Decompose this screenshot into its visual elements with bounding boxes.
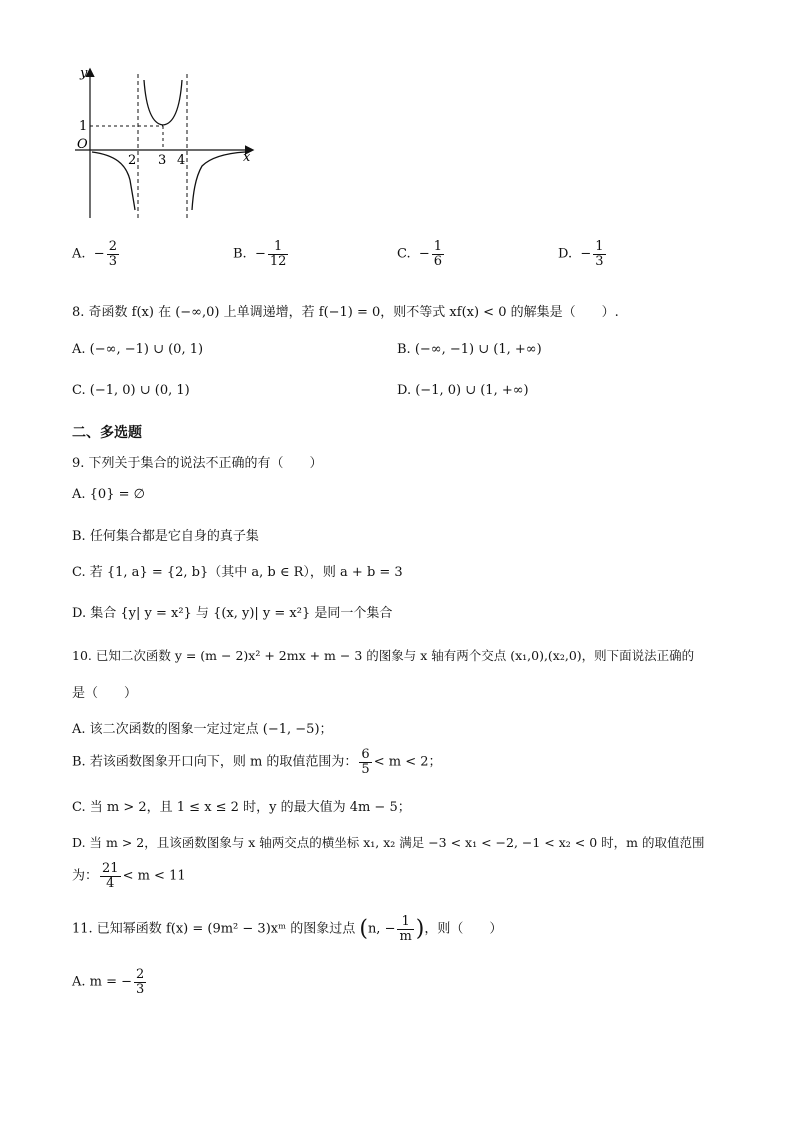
fraction: $\frac{6}{5}$ [361,747,370,777]
q10-option-a[interactable]: A. 该二次函数的图象一定过定点 (−1, −5)； [72,722,333,737]
x-axis-label: x [243,150,251,165]
q8-option-d[interactable]: D. (−1, 0) ∪ (1, +∞) [397,383,529,398]
q7-option-a[interactable]: A. − $\frac{2}{3}$ [72,239,117,269]
q9-option-a[interactable]: A. {0} = ∅ [72,487,145,502]
q7-option-b[interactable]: B. − $\frac{1}{12}$ [233,239,287,269]
q9-stem: 9. 下列关于集合的说法不正确的有（ ） [72,456,323,471]
tick-label-x4: 4 [177,153,186,168]
fraction: $\frac{1}{6}$ [433,239,443,269]
q9-option-d[interactable]: D. 集合 {y| y = x²} 与 {(x, y)| y = x²} 是同一个集合 [72,606,393,621]
q10-option-c[interactable]: C. 当 m > 2，且 1 ≤ x ≤ 2 时，y 的最大值为 4m − 5； [72,800,411,815]
tick-label-y1: 1 [79,119,88,134]
function-graph [60,60,260,225]
q8-option-c[interactable]: C. (−1, 0) ∪ (0, 1) [72,383,190,398]
tick-label-x2: 2 [128,153,137,168]
q7-option-c[interactable]: C. − $\frac{1}{6}$ [397,239,443,269]
q10-stem-line1: 10. 已知二次函数 y = (m − 2)x² + 2mx + m − 3 的图象与 x 轴有两个交点 (x₁,0),(x₂,0)，则下面说法正确的 [72,648,695,663]
fraction: $\frac{1}{m}$ [399,914,412,944]
q9-option-b[interactable]: B. 任何集合都是它自身的真子集 [72,529,259,544]
q11-option-a[interactable]: A. m = − $\frac{2}{3}$ [72,967,145,997]
fraction: $\frac{2}{3}$ [136,967,145,997]
section-heading: 二、多选题 [72,425,142,441]
q8-option-a[interactable]: A. (−∞, −1) ∪ (0, 1) [72,342,204,357]
q8-stem: 8. 奇函数 f(x) 在 (−∞,0) 上单调递增，若 f(−1) = 0，则不等式 xf(x) < 0 的解集是（ ）. [72,305,619,320]
y-axis-label: y [80,66,88,81]
fraction: $\frac{1}{3}$ [595,239,604,269]
q10-option-d-line1[interactable]: D. 当 m > 2，且该函数图象与 x 轴两交点的横坐标 x₁, x₂ 满足 −3 < x₁ < −2, −1 < x₂ < 0 时，m 的取值范围 [72,835,705,850]
fraction: $\frac{21}{4}$ [102,861,119,891]
q10-option-b[interactable]: B. 若该函数图象开口向下，则 m 的取值范围为： $\frac{6}{5}$ < m < 2； [72,747,442,777]
q7-option-d[interactable]: D. − $\frac{1}{3}$ [558,239,604,269]
fraction: $\frac{2}{3}$ [108,239,117,269]
tick-label-x3: 3 [158,153,167,168]
curve-middle [144,80,182,125]
curve-right [192,152,245,210]
q8-option-b[interactable]: B. (−∞, −1) ∪ (1, +∞) [397,342,542,357]
fraction: $\frac{1}{12}$ [269,239,287,269]
origin-label: O [77,137,88,152]
q10-stem-line2: 是（ ） [72,686,138,701]
q10-option-d-line2: 为： $\frac{21}{4}$ < m < 11 [72,861,186,891]
q11-stem: 11. 已知幂函数 f(x) = (9m² − 3)xᵐ 的图象过点 (n, − $\frac{1}{m}$ )，则（ ） [72,914,503,944]
q9-option-c[interactable]: C. 若 {1, a} = {2, b}（其中 a, b ∈ R），则 a + b = 3 [72,565,403,580]
